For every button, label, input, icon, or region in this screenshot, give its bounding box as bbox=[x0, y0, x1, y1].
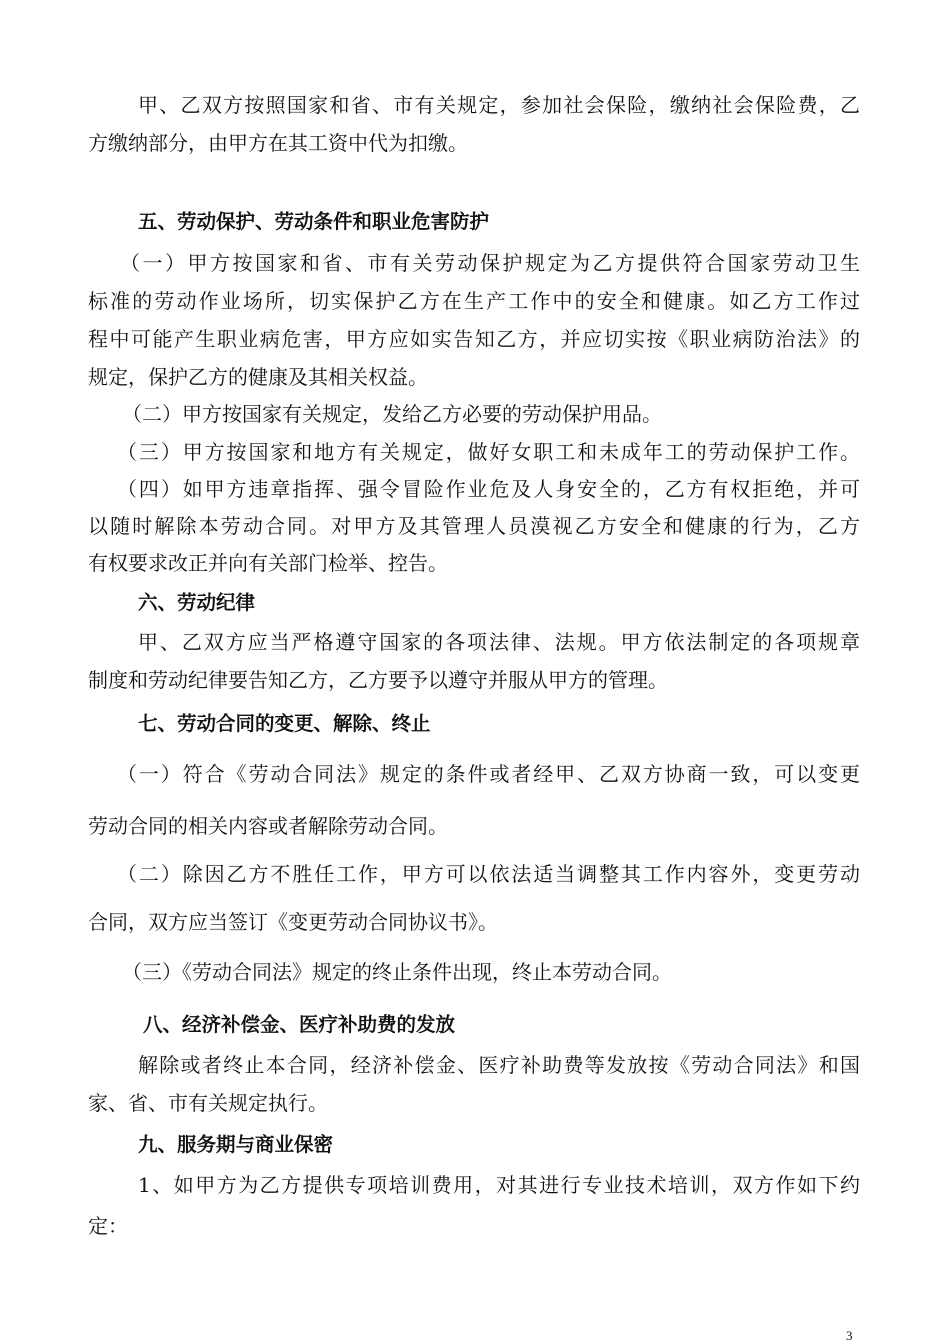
section-heading-7: 七、劳动合同的变更、解除、终止 bbox=[138, 712, 431, 735]
paragraph-line: （二）除因乙方不胜任工作，甲方可以依法适当调整其工作内容外，变更劳动 bbox=[117, 862, 860, 886]
paragraph-line: 有权要求改正并向有关部门检举、控告。 bbox=[88, 551, 448, 575]
paragraph-line: 定： bbox=[88, 1214, 128, 1238]
paragraph-line: 制度和劳动纪律要告知乙方，乙方要予以遵守并服从甲方的管理。 bbox=[88, 668, 668, 692]
paragraph-line: 解除或者终止本合同，经济补偿金、医疗补助费等发放按《劳动合同法》和国 bbox=[138, 1053, 860, 1077]
paragraph-line: （四）如甲方违章指挥、强令冒险作业危及人身安全的，乙方有权拒绝，并可 bbox=[117, 477, 860, 501]
paragraph-line: 标准的劳动作业场所，切实保护乙方在生产工作中的安全和健康。如乙方工作过 bbox=[88, 289, 860, 313]
paragraph-line: （一）甲方按国家和省、市有关劳动保护规定为乙方提供符合国家劳动卫生 bbox=[120, 251, 860, 275]
paragraph-line: （三）《劳动合同法》规定的终止条件出现，终止本劳动合同。 bbox=[122, 960, 672, 984]
paragraph-line: 甲、乙双方应当严格遵守国家的各项法律、法规。甲方依法制定的各项规章 bbox=[138, 630, 860, 654]
section-heading-6: 六、劳动纪律 bbox=[138, 591, 256, 614]
section-heading-9: 九、服务期与商业保密 bbox=[138, 1133, 334, 1156]
paragraph-line: 劳动合同的相关内容或者解除劳动合同。 bbox=[88, 814, 448, 838]
paragraph-line: 1、如甲方为乙方提供专项培训费用，对其进行专业技术培训，双方作如下约 bbox=[138, 1173, 860, 1197]
paragraph-line: （一）符合《劳动合同法》规定的条件或者经甲、乙双方协商一致，可以变更 bbox=[117, 762, 860, 786]
paragraph-line: （三）甲方按国家和地方有关规定，做好女职工和未成年工的劳动保护工作。 bbox=[117, 440, 860, 464]
paragraph-line: （二）甲方按国家有关规定，发给乙方必要的劳动保护用品。 bbox=[122, 402, 662, 426]
paragraph-line: 程中可能产生职业病危害，甲方应如实告知乙方，并应切实按《职业病防治法》的 bbox=[88, 327, 860, 351]
page-number: 3 bbox=[846, 1328, 853, 1343]
paragraph-line: 方缴纳部分，由甲方在其工资中代为扣缴。 bbox=[88, 131, 468, 155]
paragraph-line: 以随时解除本劳动合同。对甲方及其管理人员漠视乙方安全和健康的行为，乙方 bbox=[88, 514, 860, 538]
section-heading-8: 八、经济补偿金、医疗补助费的发放 bbox=[143, 1013, 456, 1036]
paragraph-line: 规定，保护乙方的健康及其相关权益。 bbox=[88, 365, 428, 389]
paragraph-line: 甲、乙双方按照国家和省、市有关规定，参加社会保险，缴纳社会保险费，乙 bbox=[138, 93, 860, 117]
paragraph-line: 家、省、市有关规定执行。 bbox=[88, 1091, 328, 1115]
paragraph-line: 合同，双方应当签订《变更劳动合同协议书》。 bbox=[88, 910, 498, 934]
section-heading-5: 五、劳动保护、劳动条件和职业危害防护 bbox=[138, 210, 490, 233]
